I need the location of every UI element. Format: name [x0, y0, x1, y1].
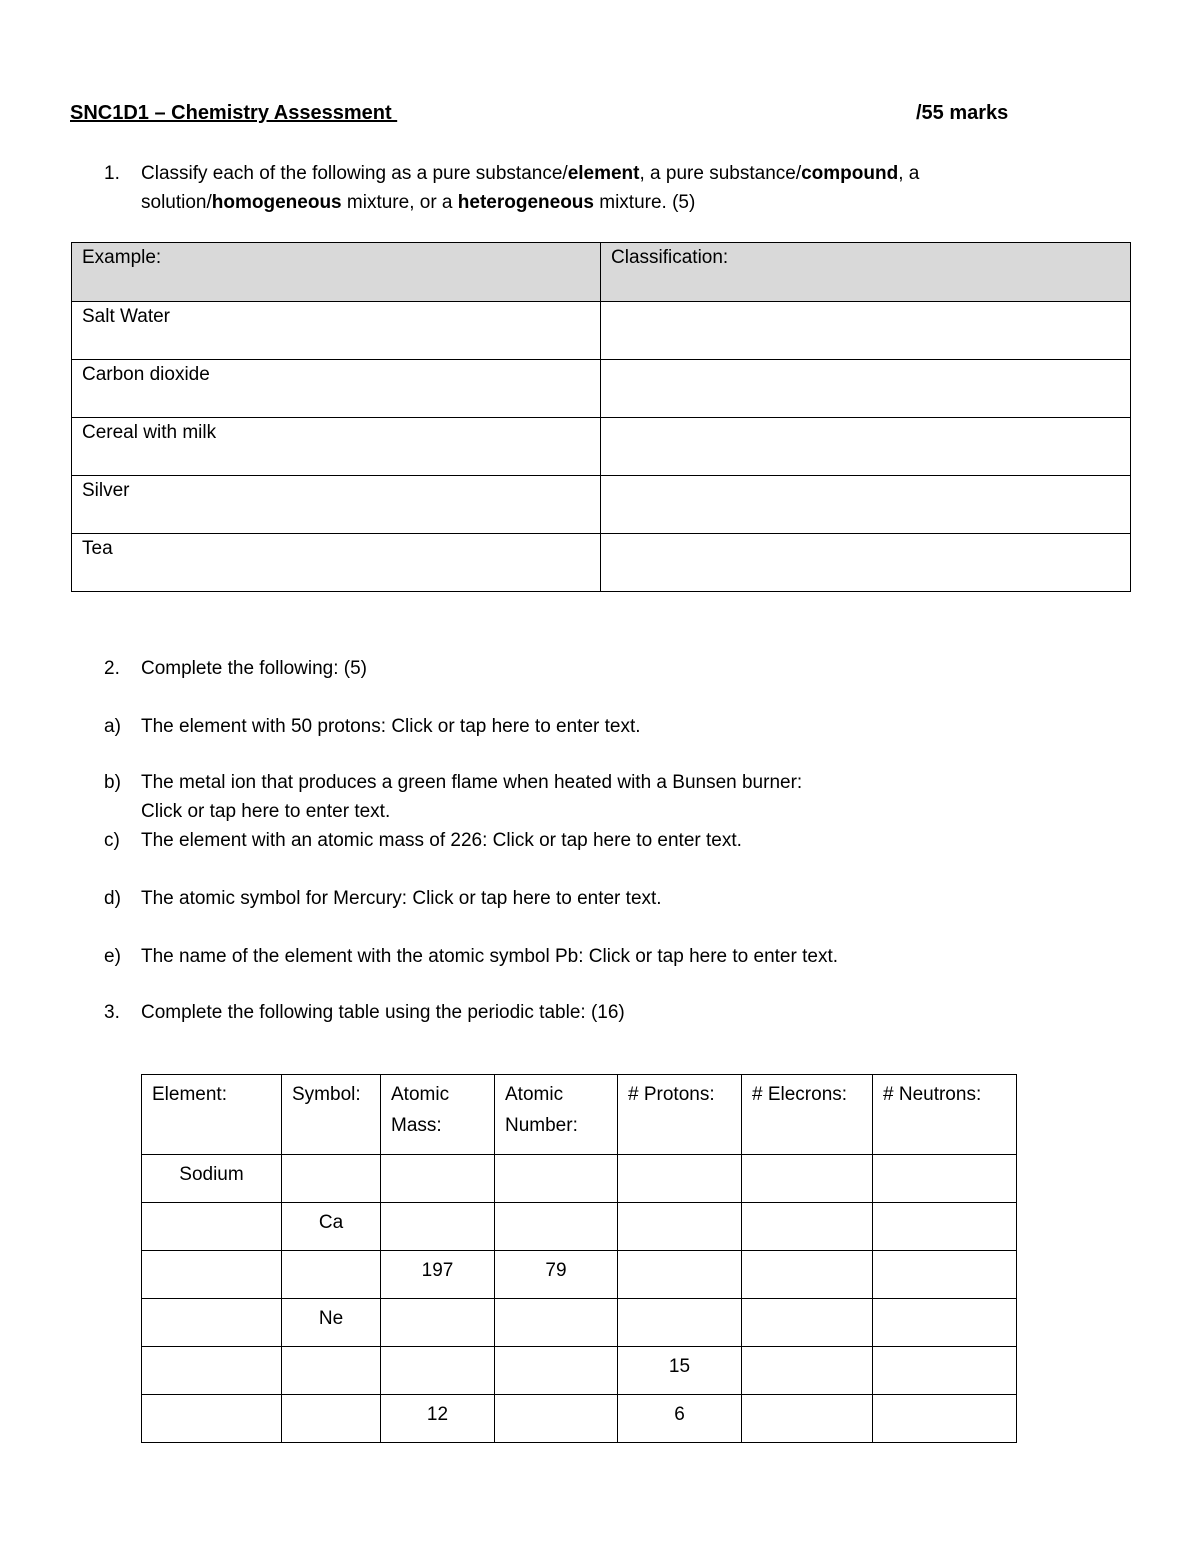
answer-field-a[interactable]: Click or tap here to enter text.: [391, 716, 641, 737]
classification-answer-cell[interactable]: [601, 534, 1131, 592]
question-1-number: 1.: [104, 163, 120, 184]
cell-protons[interactable]: [618, 1299, 742, 1347]
total-marks: /55 marks: [916, 102, 1009, 124]
cell-symbol[interactable]: Ne: [282, 1299, 381, 1347]
header-classification: Classification:: [601, 243, 1131, 302]
question-3-number: 3.: [104, 1002, 120, 1023]
example-cell: Silver: [72, 476, 601, 534]
cell-electrons[interactable]: [742, 1395, 873, 1443]
table-header-row: [142, 1075, 1017, 1155]
cell-atomic-mass[interactable]: 197: [381, 1251, 495, 1299]
header-protons: # Protons:: [618, 1075, 742, 1155]
cell-neutrons[interactable]: [873, 1299, 1017, 1347]
cell-neutrons[interactable]: [873, 1395, 1017, 1443]
item-a-label: a): [104, 716, 121, 737]
question-2-number: 2.: [104, 658, 120, 679]
question-2-text: Complete the following: (5): [141, 658, 367, 679]
example-cell: Salt Water: [72, 302, 601, 360]
page-title: SNC1D1 – Chemistry Assessment: [70, 102, 398, 124]
cell-protons[interactable]: [618, 1251, 742, 1299]
item-c-label: c): [104, 830, 120, 851]
cell-neutrons[interactable]: [873, 1251, 1017, 1299]
cell-element[interactable]: [142, 1395, 282, 1443]
cell-atomic-number[interactable]: [495, 1347, 618, 1395]
item-e: The name of the element with the atomic symbol Pb: Click or tap here to enter text.: [141, 946, 839, 967]
cell-electrons[interactable]: [742, 1299, 873, 1347]
cell-neutrons[interactable]: [873, 1155, 1017, 1203]
cell-atomic-number[interactable]: [495, 1299, 618, 1347]
periodic-table-worksheet: [141, 1074, 1017, 1443]
cell-symbol[interactable]: Ca: [282, 1203, 381, 1251]
header-electrons: # Elecrons:: [742, 1075, 873, 1155]
table-row: [142, 1395, 1017, 1443]
cell-atomic-number[interactable]: 79: [495, 1251, 618, 1299]
cell-protons[interactable]: 6: [618, 1395, 742, 1443]
item-c: The element with an atomic mass of 226: Click or tap here to enter text.: [141, 830, 742, 851]
classification-table: [71, 242, 1131, 592]
cell-electrons[interactable]: [742, 1155, 873, 1203]
classification-answer-cell[interactable]: [601, 302, 1131, 360]
table-row: [72, 360, 1131, 418]
answer-field-b[interactable]: Click or tap here to enter text.: [141, 801, 391, 822]
cell-atomic-number[interactable]: [495, 1203, 618, 1251]
cell-symbol[interactable]: [282, 1155, 381, 1203]
cell-atomic-number[interactable]: [495, 1155, 618, 1203]
header-neutrons: # Neutrons:: [873, 1075, 1017, 1155]
item-e-label: e): [104, 946, 121, 967]
header-element: Element:: [142, 1075, 282, 1155]
cell-symbol[interactable]: [282, 1251, 381, 1299]
cell-element[interactable]: [142, 1203, 282, 1251]
cell-atomic-mass[interactable]: [381, 1347, 495, 1395]
classification-answer-cell[interactable]: [601, 476, 1131, 534]
cell-element[interactable]: [142, 1299, 282, 1347]
cell-atomic-mass[interactable]: [381, 1155, 495, 1203]
cell-atomic-mass[interactable]: 12: [381, 1395, 495, 1443]
question-3-text: Complete the following table using the periodic table: (16): [141, 1002, 625, 1023]
table-row: [72, 534, 1131, 592]
table-row: [142, 1155, 1017, 1203]
cell-protons[interactable]: [618, 1155, 742, 1203]
cell-symbol[interactable]: [282, 1347, 381, 1395]
cell-element[interactable]: [142, 1347, 282, 1395]
cell-electrons[interactable]: [742, 1251, 873, 1299]
table-row: [142, 1251, 1017, 1299]
table-row: [72, 476, 1131, 534]
example-cell: Tea: [72, 534, 601, 592]
item-b-label: b): [104, 772, 121, 793]
example-cell: Cereal with milk: [72, 418, 601, 476]
cell-electrons[interactable]: [742, 1347, 873, 1395]
table-row: [142, 1299, 1017, 1347]
header-example: Example:: [72, 243, 601, 302]
item-d-label: d): [104, 888, 121, 909]
table-row: [142, 1203, 1017, 1251]
cell-neutrons[interactable]: [873, 1347, 1017, 1395]
table-row: [72, 418, 1131, 476]
table-row: [72, 302, 1131, 360]
cell-symbol[interactable]: [282, 1395, 381, 1443]
classification-answer-cell[interactable]: [601, 360, 1131, 418]
table-row: [142, 1347, 1017, 1395]
cell-neutrons[interactable]: [873, 1203, 1017, 1251]
cell-atomic-mass[interactable]: [381, 1299, 495, 1347]
table-header-row: [72, 243, 1131, 302]
item-b: The metal ion that produces a green flame when heated with a Bunsen burner: Click or tap here to enter text.: [141, 772, 803, 822]
answer-field-e[interactable]: Click or tap here to enter text.: [588, 946, 839, 967]
example-cell: Carbon dioxide: [72, 360, 601, 418]
cell-atomic-number[interactable]: [495, 1395, 618, 1443]
cell-electrons[interactable]: [742, 1203, 873, 1251]
classification-answer-cell[interactable]: [601, 418, 1131, 476]
cell-element[interactable]: Sodium: [142, 1155, 282, 1203]
item-d: The atomic symbol for Mercury: Click or tap here to enter text.: [141, 888, 662, 909]
cell-protons[interactable]: [618, 1203, 742, 1251]
header-atomic-number: Atomic Number:: [495, 1075, 618, 1155]
header-atomic-mass: Atomic Mass:: [381, 1075, 495, 1155]
question-1-text: Classify each of the following as a pure substance/element, a pure substance/compound, a solution/homogeneous mixture, or a heterogeneous mixture. (5): [141, 163, 920, 213]
cell-protons[interactable]: 15: [618, 1347, 742, 1395]
answer-field-d[interactable]: Click or tap here to enter text.: [412, 888, 662, 909]
cell-atomic-mass[interactable]: [381, 1203, 495, 1251]
header-symbol: Symbol:: [282, 1075, 381, 1155]
answer-field-c[interactable]: Click or tap here to enter text.: [492, 830, 742, 851]
item-a: The element with 50 protons: Click or tap here to enter text.: [141, 716, 641, 737]
cell-element[interactable]: [142, 1251, 282, 1299]
